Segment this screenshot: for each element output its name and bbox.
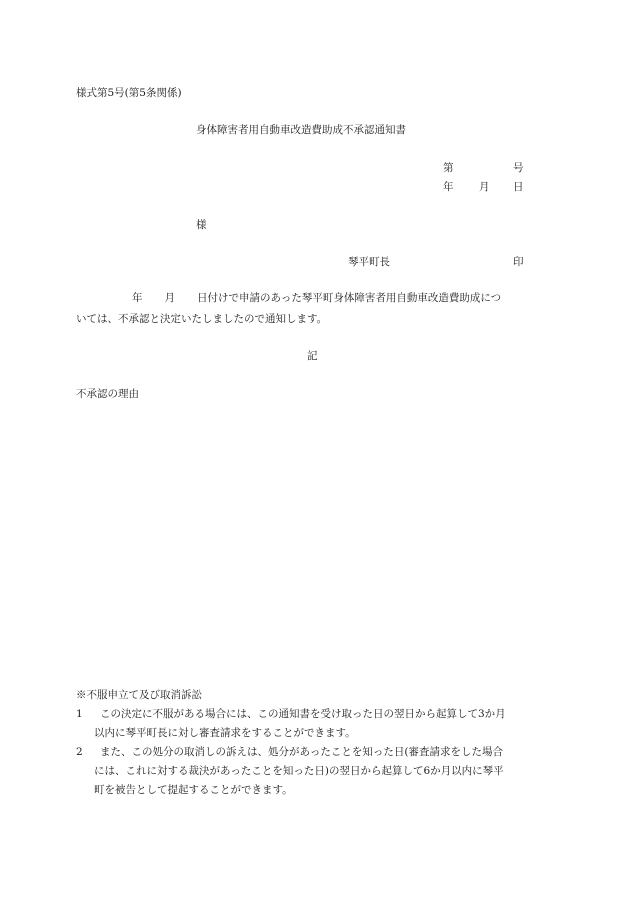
addressee-honorific: 様 [196,219,207,231]
reason-label: 不承認の理由 [76,388,139,400]
notes-title: ※不服申立て及び取消訴訟 [76,689,202,701]
body-line1: 日付けで申請のあった琴平町身体障害者用自動車改造費助成につ [197,292,502,304]
note-line: また、この処分の取消しの訴えは、処分があったことを知った日(審査請求をした場合 [100,746,503,758]
form-number: 様式第5号(第5条関係) [76,87,182,99]
date-year: 年 [443,181,454,193]
body-year: 年 [132,292,143,304]
body-paragraph [76,288,536,330]
issuer: 琴平町長 [348,256,390,268]
ki-heading: 記 [307,350,318,362]
doc-number-prefix: 第 [443,162,454,174]
body-month: 月 [164,292,175,304]
date-day: 日 [513,181,524,193]
note-line: 以内に琴平町長に対し審査請求をすることができます。 [94,727,356,739]
document-title: 身体障害者用自動車改造費助成不承認通知書 [196,124,406,136]
note-line: には、これに対する裁決があったことを知った日)の翌日から起算して6か月以内に琴平 [94,765,504,777]
doc-number-suffix: 号 [513,162,524,174]
note-number: 1 [76,708,83,720]
note-item [76,743,556,800]
appeal-notes [76,686,556,800]
note-line: この決定に不服がある場合には、この通知書を受け取った日の翌日から起算して3か月 [100,708,506,720]
note-item [76,705,556,743]
body-line2: いては、不承認と決定いたしましたので通知します。 [76,313,328,325]
seal-mark: 印 [513,256,524,268]
note-number: 2 [76,746,83,758]
note-line: 町を被告として提起することができます。 [94,784,293,796]
date-month: 月 [479,181,490,193]
